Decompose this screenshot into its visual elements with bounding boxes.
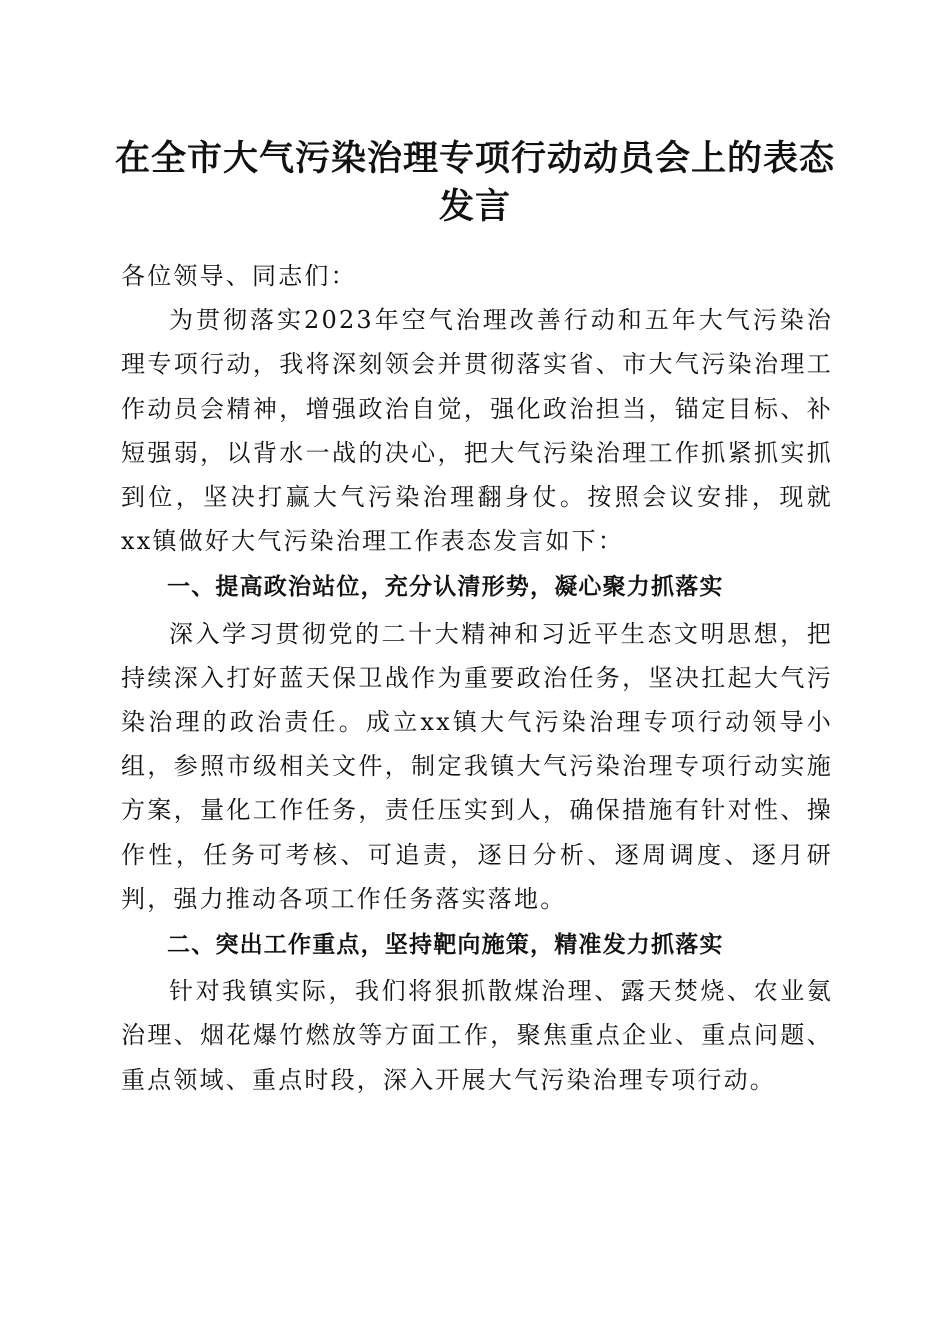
section-1-paragraph: 深入学习贯彻党的二十大精神和习近平生态文明思想，把持续深入打好蓝天保卫战作为重要政治任务，坚决扛起大气污染治理的政治责任。成立xx镇大气污染治理专项行动领导小组，参照市级相关文件，制定我镇大气污染治理专项行动实施方案，量化工作任务，责任压实到人，确保措施有针对性、操作性，任务可考核、可追责，逐日分析、逐周调度、逐月研判，强力推动各项工作任务落实落地。 [121,619,833,913]
intro-paragraph: 为贯彻落实2023年空气治理改善行动和五年大气污染治理专项行动，我将深刻领会并贯彻落实省、市大气污染治理工作动员会精神，增强政治自觉，强化政治担当，锚定目标、补短强弱，以背水一战的决心，把大气污染治理工作抓紧抓实抓到位，坚决打赢大气污染治理翻身仗。按照会议安排，现就xx镇做好大气污染治理工作表态发言如下： [121,306,833,556]
section-2-paragraph: 针对我镇实际，我们将狠抓散煤治理、露天焚烧、农业氨治理、烟花爆竹燃放等方面工作，聚焦重点企业、重点问题、重点领域、重点时段，深入开展大气污染治理专项行动。 [121,977,833,1094]
document-title [100,135,850,231]
document-body [121,254,833,1102]
title-line-1: 在全市大气污染治理专项行动动员会上的表态 [114,138,835,179]
title-line-2: 发言 [438,186,511,227]
salutation: 各位领导、同志们： [121,262,357,290]
section-1-heading: 一、提高政治站位，充分认清形势，凝心聚力抓落实 [167,574,724,601]
section-2-heading: 二、突出工作重点，坚持靶向施策，精准发力抓落实 [167,932,724,959]
